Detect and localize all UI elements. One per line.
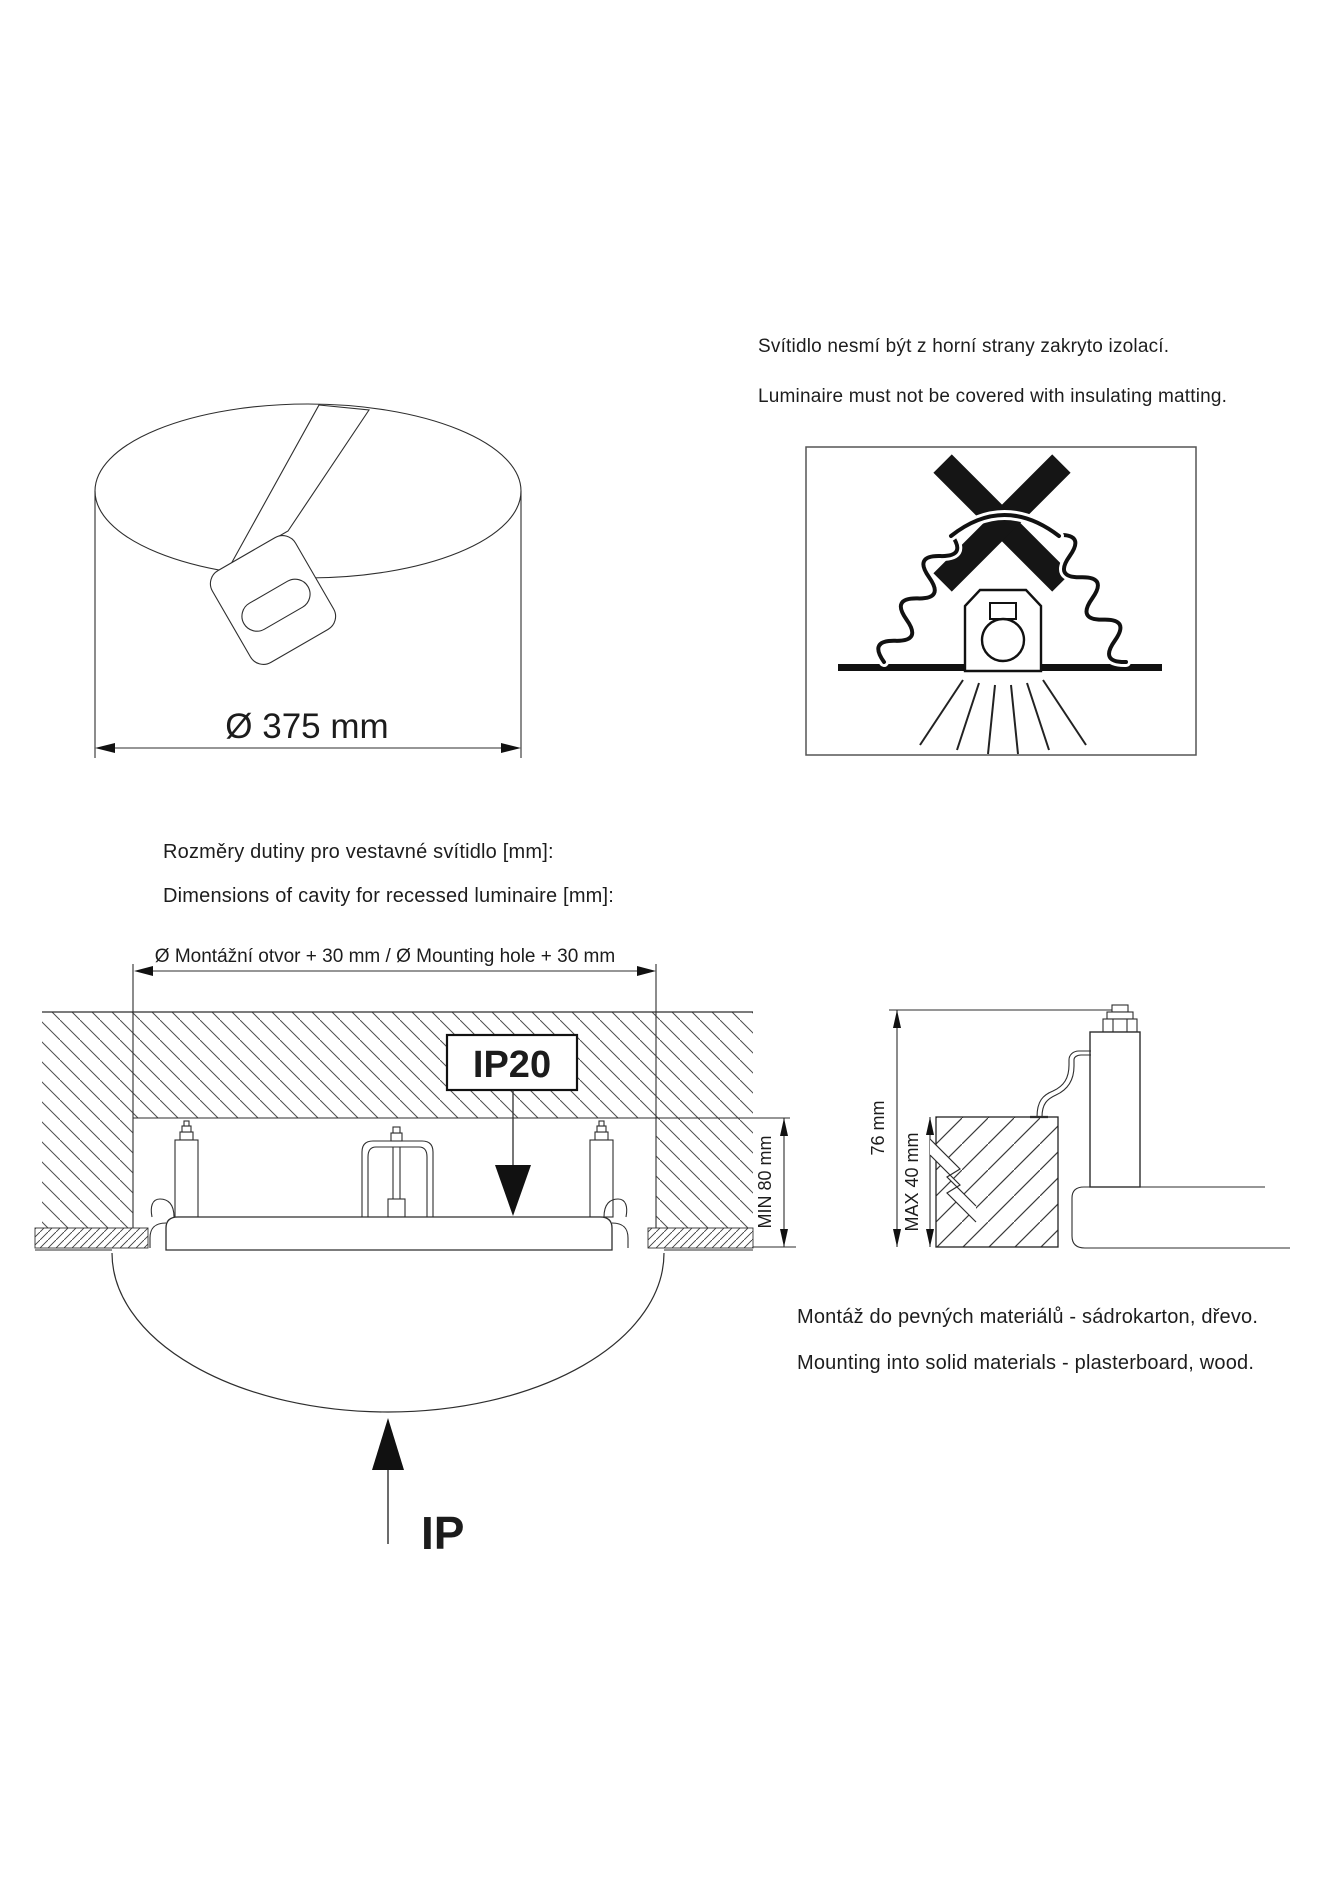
saw-blade: [231, 405, 369, 564]
spring-bracket: [362, 1127, 433, 1217]
ip-label: IP: [421, 1507, 465, 1559]
detail-material-block: [930, 1117, 1058, 1247]
mounting-hole-dimension-label: Ø Montážní otvor + 30 mm / Ø Mounting hole + 30 mm: [154, 946, 616, 967]
insulation-note-cz: Svítidlo nesmí být z horní strany zakryto izolací.: [758, 336, 1170, 357]
cavity-cross-section: [35, 964, 796, 1544]
cavity-heading-en: Dimensions of cavity for recessed luminaire [mm]:: [163, 885, 615, 907]
hole-diameter-label: Ø 375 mm: [225, 707, 389, 746]
detail-height-label: 76 mm: [868, 1100, 888, 1156]
edge-detail-figure: [889, 1005, 1290, 1248]
insulation-note-en: Luminaire must not be covered with insulating matting.: [758, 386, 1228, 407]
insulation-warning-box: [806, 447, 1196, 755]
ceiling-line: [838, 664, 965, 671]
detail-max40-dimension: [926, 1117, 934, 1247]
hole-cutting-figure: [95, 404, 521, 758]
diffuser-dome: [112, 1253, 664, 1412]
min-depth-label: MIN 80 mm: [755, 1135, 775, 1229]
mounting-hole-dimension: [134, 966, 656, 976]
mounting-note-en: Mounting into solid materials - plasterboard, wood.: [797, 1352, 1255, 1374]
ip-arrow: [372, 1418, 404, 1544]
ip20-label: IP20: [472, 1044, 552, 1086]
ceiling-material-hatch: [42, 1012, 753, 1228]
saw-handle: [205, 530, 341, 670]
detail-base-rim: [1072, 1187, 1290, 1248]
detail-max-thickness-label: MAX 40 mm: [902, 1132, 922, 1232]
recessed-lamp-icon: [965, 590, 1041, 671]
mounting-note-cz: Montáž do pevných materiálů - sádrokarton, dřevo.: [797, 1306, 1259, 1328]
cavity-heading-cz: Rozměry dutiny pro vestavné svítidlo [mm]:: [163, 841, 554, 863]
detail-housing: [1090, 1005, 1140, 1187]
detail-spring-clip: [1030, 1051, 1091, 1117]
